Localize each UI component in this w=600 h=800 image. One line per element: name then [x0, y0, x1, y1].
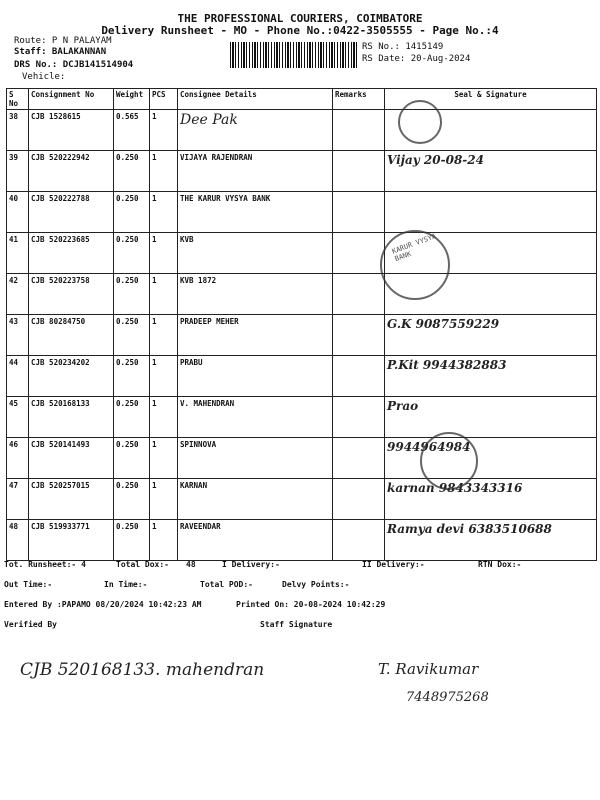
row-remarks [333, 479, 385, 520]
entered-by: Entered By :PAPAMO 08/20/2024 10:42:23 AM [4, 600, 202, 609]
delvy-points: Delvy Points:- [282, 580, 350, 589]
row-sno: 41 [7, 233, 29, 274]
row-consignment: CJB 520222788 [29, 192, 114, 233]
row-consignment: CJB 520223758 [29, 274, 114, 315]
row-weight: 0.250 [114, 397, 150, 438]
tot-runsheet: Tot. Runsheet:- 4 [4, 560, 86, 569]
row-signature: Vijay 20-08-24 [385, 151, 597, 192]
row-weight: 0.565 [114, 110, 150, 151]
row-weight: 0.250 [114, 520, 150, 561]
col-sno: S No [7, 89, 29, 110]
stamp-text: KARUR VYSYA BANK [390, 232, 438, 264]
kvb-bank-stamp [380, 230, 450, 300]
row-remarks [333, 397, 385, 438]
row-remarks [333, 438, 385, 479]
row-consignee: PRABU [178, 356, 333, 397]
handwritten-consignee: Dee Pak [180, 112, 238, 128]
row-consignee: SPINNOVA [178, 438, 333, 479]
route-label: Route: P N PALAYAM [14, 36, 112, 46]
vehicle-label: Vehicle: [22, 72, 66, 82]
table-row [7, 233, 597, 274]
row-sno: 40 [7, 192, 29, 233]
table-row [7, 274, 597, 315]
row-signature: G.K 9087559229 [385, 315, 597, 356]
rtn-dox: RTN Dox:- [478, 560, 522, 569]
row-weight: 0.250 [114, 274, 150, 315]
row-weight: 0.250 [114, 233, 150, 274]
row-consignment: CJB 520257015 [29, 479, 114, 520]
row-sno: 39 [7, 151, 29, 192]
col-remarks: Remarks [333, 89, 385, 110]
row-weight: 0.250 [114, 315, 150, 356]
runsheet-title: Delivery Runsheet - MO - Phone No.:0422-3505555 - Page No.:4 [101, 24, 499, 37]
table-row [7, 110, 597, 151]
row-sno: 46 [7, 438, 29, 479]
col-weight: Weight [114, 89, 150, 110]
col-consignment: Consignment No [29, 89, 114, 110]
row-signature: karnan 9843343316 [385, 479, 597, 520]
row-signature: 9944964984 [385, 438, 597, 479]
row-remarks [333, 192, 385, 233]
total-dox-value: 48 [186, 560, 196, 569]
row-weight: 0.250 [114, 192, 150, 233]
row-consignee: KVB 1872 [178, 274, 333, 315]
col-pcs: PCS [150, 89, 178, 110]
row-remarks [333, 356, 385, 397]
total-pod: Total POD:- [200, 580, 253, 589]
row-signature: P.Kit 9944382883 [385, 356, 597, 397]
row-weight: 0.250 [114, 356, 150, 397]
table-row [7, 151, 597, 192]
row-sno: 42 [7, 274, 29, 315]
row-remarks [333, 315, 385, 356]
table-row [7, 520, 597, 561]
row-consignee: RAVEENDAR [178, 520, 333, 561]
table-row [7, 397, 597, 438]
seal-stamp [398, 100, 442, 144]
row-pcs: 1 [150, 520, 178, 561]
drs-number: DRS No.: DCJB141514904 [14, 60, 134, 70]
table-row [7, 315, 597, 356]
row-sno: 38 [7, 110, 29, 151]
row-pcs: 1 [150, 315, 178, 356]
row-consignment: CJB 520222942 [29, 151, 114, 192]
company-stamp [420, 432, 478, 490]
out-time: Out Time:- [4, 580, 53, 589]
row-remarks [333, 233, 385, 274]
row-sno: 43 [7, 315, 29, 356]
runsheet-table [6, 88, 597, 561]
row-sno: 47 [7, 479, 29, 520]
verified-by: Verified By [4, 620, 57, 629]
ii-delivery: II Delivery:- [362, 560, 425, 569]
row-consignee: KVB [178, 233, 333, 274]
row-consignee [178, 110, 333, 151]
i-delivery: I Delivery:- [222, 560, 280, 569]
row-sno: 44 [7, 356, 29, 397]
row-consignment: CJB 520223685 [29, 233, 114, 274]
row-sno: 48 [7, 520, 29, 561]
row-pcs: 1 [150, 356, 178, 397]
staff-label: Staff: BALAKANNAN [14, 47, 107, 57]
row-remarks [333, 520, 385, 561]
barcode-image [230, 42, 358, 68]
row-consignee: V. MAHENDRAN [178, 397, 333, 438]
row-pcs: 1 [150, 397, 178, 438]
col-seal-signature: Seal & Signature [385, 89, 597, 110]
row-sno: 45 [7, 397, 29, 438]
staff-signature-label: Staff Signature [260, 620, 333, 629]
row-consignee: VIJAYA RAJENDRAN [178, 151, 333, 192]
company-title: THE PROFESSIONAL COURIERS, COIMBATORE [177, 12, 423, 25]
table-row [7, 356, 597, 397]
handwritten-signature: T. Ravikumar [378, 660, 479, 678]
row-consignment: CJB 519933771 [29, 520, 114, 561]
rs-number: RS No.: 1415149 [362, 42, 444, 52]
row-pcs: 1 [150, 192, 178, 233]
row-remarks [333, 274, 385, 315]
row-consignee: THE KARUR VYSYA BANK [178, 192, 333, 233]
row-remarks [333, 151, 385, 192]
row-signature: Ramya devi 6383510688 [385, 520, 597, 561]
row-pcs: 1 [150, 479, 178, 520]
total-dox-label: Total Dox:- [116, 560, 169, 569]
row-consignment: CJB 520168133 [29, 397, 114, 438]
table-header-row [7, 89, 597, 110]
row-consignment: CJB 1528615 [29, 110, 114, 151]
row-consignee: PRADEEP MEHER [178, 315, 333, 356]
row-consignment: CJB 520141493 [29, 438, 114, 479]
rs-date: RS Date: 20-Aug-2024 [362, 54, 471, 64]
table-row [7, 192, 597, 233]
printed-on: Printed On: 20-08-2024 10:42:29 [236, 600, 386, 609]
row-pcs: 1 [150, 274, 178, 315]
table-row [7, 479, 597, 520]
table-row [7, 438, 597, 479]
handwritten-note: CJB 520168133. mahendran [20, 660, 265, 680]
row-consignee: KARNAN [178, 479, 333, 520]
row-weight: 0.250 [114, 151, 150, 192]
row-consignment: CJB 80284750 [29, 315, 114, 356]
row-signature: Prao [385, 397, 597, 438]
col-consignee: Consignee Details [178, 89, 333, 110]
row-remarks [333, 110, 385, 151]
row-weight: 0.250 [114, 479, 150, 520]
row-signature [385, 192, 597, 233]
row-pcs: 1 [150, 151, 178, 192]
row-consignment: CJB 520234202 [29, 356, 114, 397]
handwritten-phone: 7448975268 [406, 690, 489, 705]
row-pcs: 1 [150, 438, 178, 479]
row-pcs: 1 [150, 110, 178, 151]
row-weight: 0.250 [114, 438, 150, 479]
in-time: In Time:- [104, 580, 148, 589]
row-pcs: 1 [150, 233, 178, 274]
